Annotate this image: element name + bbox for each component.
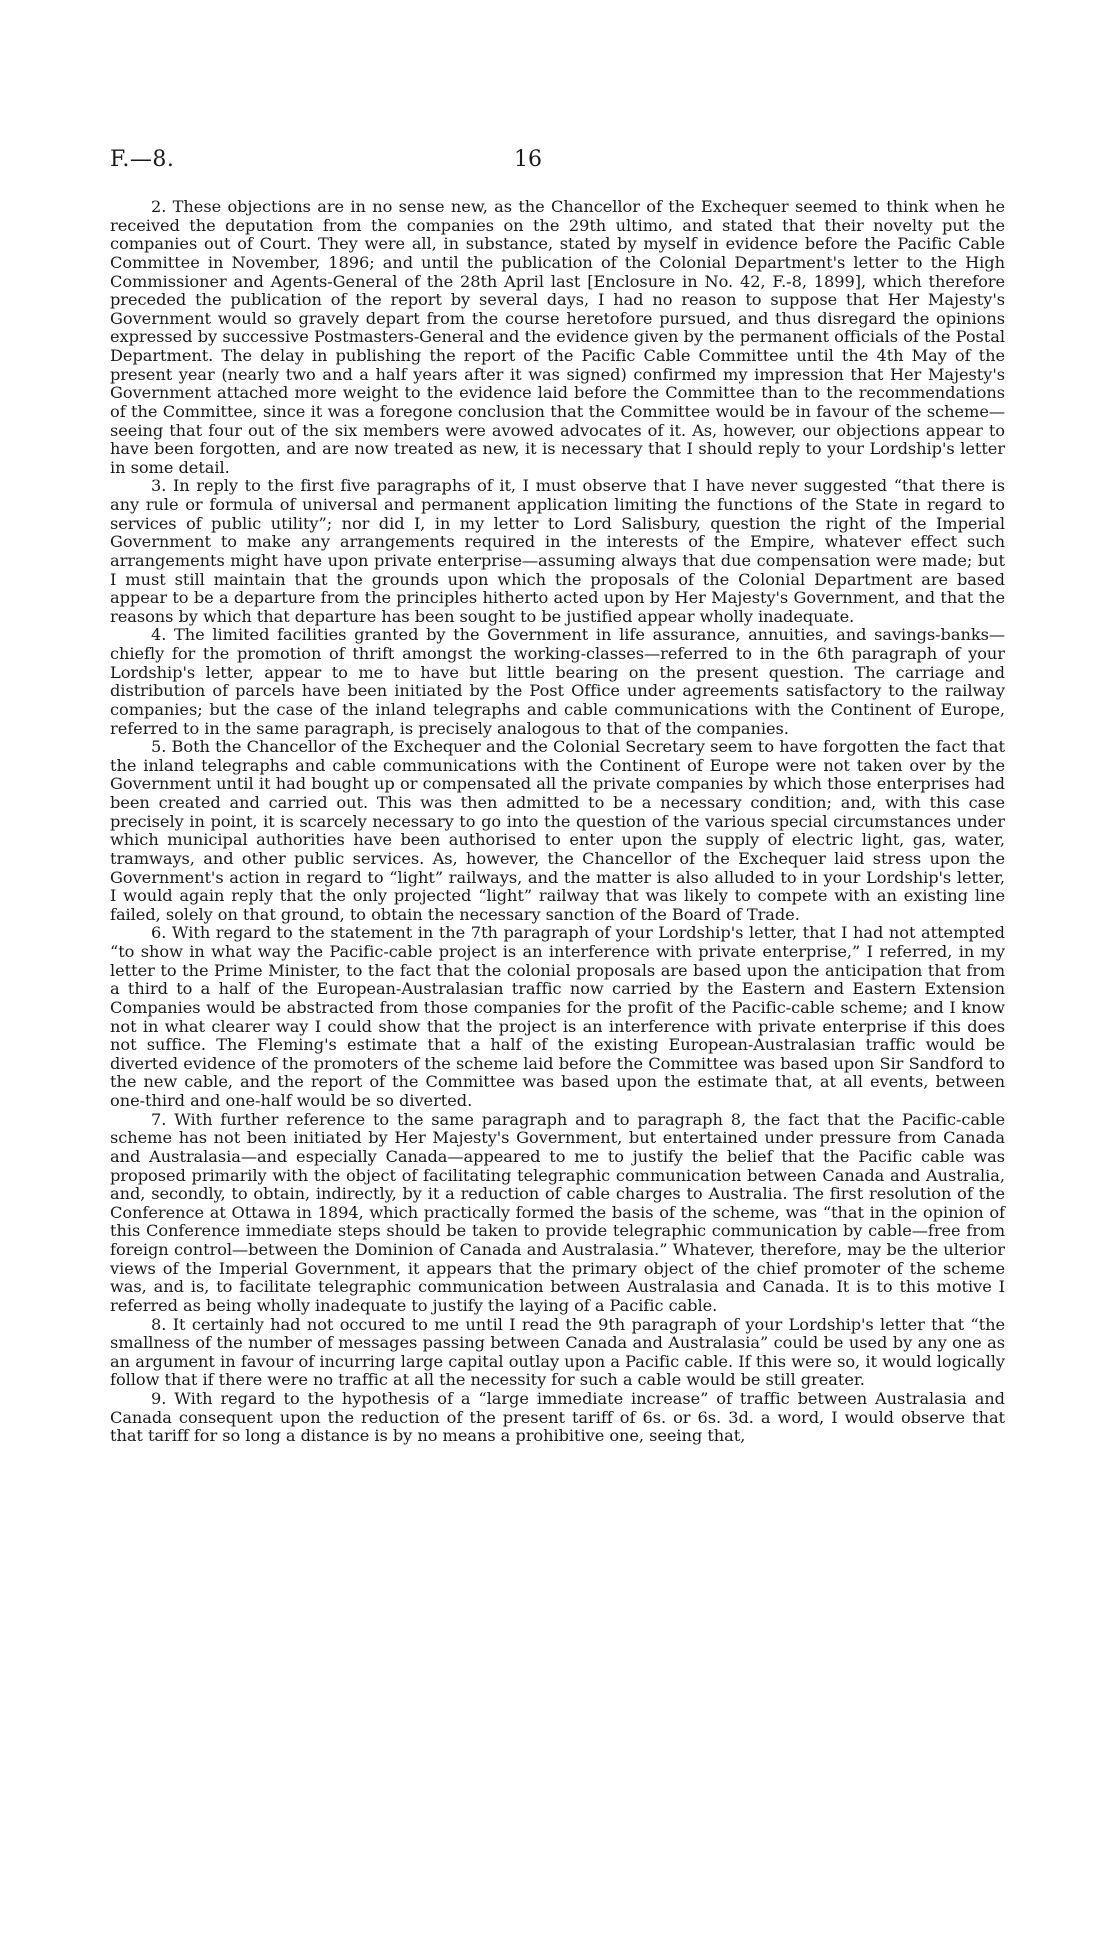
page-number: 16: [514, 147, 542, 172]
paragraph-5: 5. Both the Chancellor of the Exchequer and the Colonial Secretary seem to have forgotten the fact that the inland telegraphs and cable communications with the Continent of Europe were not taken over by the Government until it had bought up or compensated all the private companies by which those enterprises had been created and carried out. This was then admitted to be a necessary condition; and, with this case precisely in point, it is scarcely necessary to go into the question of the various special circumstances under which municipal authorities have been authorised to enter upon the supply of electric light, gas, water, tramways, and other public services. As, however, the Chancellor of the Exchequer laid stress upon the Government's action in regard to “light” railways, and the matter is also alluded to in your Lordship's letter, I would again reply that the only projected “light” railway that was likely to compete with an existing line failed, solely on that ground, to obtain the necessary sanction of the Board of Trade.: [110, 737, 1005, 924]
paragraph-6: 6. With regard to the statement in the 7th paragraph of your Lordship's letter, that I had not attempted “to show in what way the Pacific-cable project is an interference with private enterprise,” I referred, in my letter to the Prime Minister, to the fact that the colonial proposals are based upon the anticipation that from a third to a half of the European-Australasian traffic now carried by the Eastern and Eastern Extension Companies would be abstracted from those companies for the profit of the Pacific-cable scheme; and I know not in what clearer way I could show that the project is an interference with private enterprise if this does not suffice. The Fleming's estimate that a half of the existing European-Australasian traffic would be diverted evidence of the promoters of the scheme laid before the Committee was based upon Sir Sandford to the new cable, and the report of the Committee was based upon the estimate that, at all events, between one-third and one-half would be so diverted.: [110, 923, 1005, 1110]
paragraph-3: 3. In reply to the first five paragraphs of it, I must observe that I have never suggested “that there is any rule or formula of universal and permanent application limiting the functions of the State in regard to services of public utility”; nor did I, in my letter to Lord Salisbury, question the right of the Imperial Government to make any arrangements required in the interests of the Empire, whatever effect such arrangements might have upon private enterprise—assuming always that due compensation were made; but I must still maintain that the grounds upon which the proposals of the Colonial Department are based appear to be a departure from the principles hitherto acted upon by Her Majesty's Government, and that the reasons by which that departure has been sought to be justified appear wholly inadequate.: [110, 476, 1005, 626]
paragraph-7: 7. With further reference to the same paragraph and to paragraph 8, the fact that the Pacific-cable scheme has not been initiated by Her Majesty's Government, but entertained under pressure from Canada and Australasia—and especially Canada—appeared to me to justify the belief that the Pacific cable was proposed primarily with the object of facilitating telegraphic communication between Canada and Australia, and, secondly, to obtain, indirectly, by it a reduction of cable charges to Australia. The first resolution of the Conference at Ottawa in 1894, which practically formed the basis of the scheme, was “that in the opinion of this Conference immediate steps should be taken to provide telegraphic communication by cable—free from foreign control—between the Dominion of Canada and Australasia.” Whatever, therefore, may be the ulterior views of the Imperial Government, it appears that the primary object of the chief promoter of the scheme was, and is, to facilitate telegraphic communication between Australasia and Canada. It is to this motive I referred as being wholly inadequate to justify the laying of a Pacific cable.: [110, 1109, 1005, 1315]
paragraph-4: 4. The limited facilities granted by the Government in life assurance, annuities, and savings-banks—chiefly for the promotion of thrift amongst the working-classes—referred to in the 6th paragraph of your Lordship's letter, appear to me to have but little bearing on the present question. The carriage and distribution of parcels have been initiated by the Post Office under agreements satisfactory to the railway companies; but the case of the inland telegraphs and cable communications with the Continent of Europe, referred to in the same paragraph, is precisely analogous to that of the companies.: [110, 625, 1005, 738]
body-text: [110, 198, 1005, 1446]
page-header: [110, 147, 1005, 179]
paragraph-2: 2. These objections are in no sense new, as the Chancellor of the Exchequer seemed to think when he received the deputation from the companies on the 29th ultimo, and stated that their novelty put the companies out of Court. They were all, in substance, stated by myself in evidence before the Pacific Cable Committee in November, 1896; and until the publication of the Colonial Department's letter to the High Commissioner and Agents-General of the 28th April last [Enclosure in No. 42, F.-8, 1899], which therefore preceded the publication of the report by several days, I had no reason to suppose that Her Majesty's Government would so gravely depart from the course heretofore pursued, and thus disregard the opinions expressed by successive Postmasters-General and the evidence given by the permanent officials of the Postal Department. The delay in publishing the report of the Pacific Cable Committee until the 4th May of the present year (nearly two and a half years after it was signed) confirmed my impression that Her Majesty's Government attached more weight to the evidence laid before the Committee than to the recommendations of the Committee, since it was a foregone conclusion that the Committee would be in favour of the scheme—seeing that four out of the six members were avowed advocates of it. As, however, our objections appear to have been forgotten, and are now treated as new, it is necessary that I should reply to your Lordship's letter in some detail.: [110, 197, 1005, 477]
paragraph-8: 8. It certainly had not occured to me until I read the 9th paragraph of your Lordship's letter that “the smallness of the number of messages passing between Canada and Australasia” could be used by any one as an argument in favour of incurring large capital outlay upon a Pacific cable. If this were so, it would logically follow that if there were no traffic at all the necessity for such a cable would be still greater.: [110, 1314, 1005, 1390]
document-reference: F.—8.: [110, 147, 175, 172]
paragraph-9: 9. With regard to the hypothesis of a “large immediate increase” of traffic between Australasia and Canada consequent upon the reduction of the present tariff of 6s. or 6s. 3d. a word, I would observe that that tariff for so long a distance is by no means a prohibitive one, seeing that,: [110, 1389, 1005, 1446]
